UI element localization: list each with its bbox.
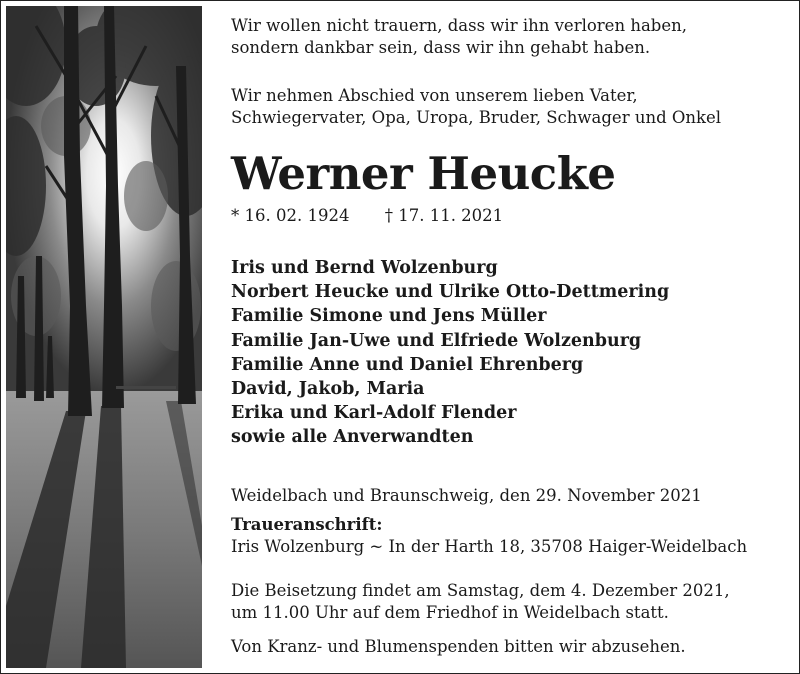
mourner: Erika und Karl-Adolf Flender (231, 403, 517, 424)
mourner: Familie Simone und Jens Müller (231, 306, 547, 327)
mourner: Familie Anne und Daniel Ehrenberg (231, 354, 584, 375)
verse-line: sondern dankbar sein, dass wir ihn gehabt haben. (231, 38, 651, 57)
verse (231, 15, 687, 59)
verse-line: Wir wollen nicht trauern, dass wir ihn verloren haben, (231, 16, 687, 35)
tree-photo (6, 6, 202, 668)
address-label: Traueranschrift: (231, 515, 383, 534)
mourner: sowie alle Anverwandten (231, 427, 474, 448)
death-date: † 17. 11. 2021 (384, 206, 504, 225)
funeral-line: Die Beisetzung findet am Samstag, dem 4. Dezember 2021, (231, 581, 730, 600)
funeral-line: um 11.00 Uhr auf dem Friedhof in Weidelbach statt. (231, 603, 669, 622)
intro-line: Wir nehmen Abschied von unserem lieben Vater, (231, 86, 638, 105)
deceased-name: Werner Heucke (231, 147, 616, 200)
funeral-info (231, 580, 730, 624)
mourner: Iris und Bernd Wolzenburg (231, 258, 498, 278)
place-date: Weidelbach und Braunschweig, den 29. November 2021 (231, 486, 702, 505)
mourners-list (231, 256, 669, 450)
intro-line: Schwiegervater, Opa, Uropa, Bruder, Schwager und Onkel (231, 108, 722, 127)
life-dates (231, 206, 503, 225)
address: Iris Wolzenburg ~ In der Harth 18, 35708 Haiger-Weidelbach (231, 537, 748, 556)
mourner: Familie Jan-Uwe und Elfriede Wolzenburg (231, 330, 642, 351)
mourner: David, Jakob, Maria (231, 379, 425, 400)
birth-date: * 16. 02. 1924 (231, 206, 350, 225)
intro (231, 85, 721, 129)
mourner: Norbert Heucke und Ulrike Otto-Dettmering (231, 282, 670, 303)
address-block (231, 514, 747, 558)
flowers-note: Von Kranz- und Blumenspenden bitten wir abzusehen. (231, 637, 686, 656)
